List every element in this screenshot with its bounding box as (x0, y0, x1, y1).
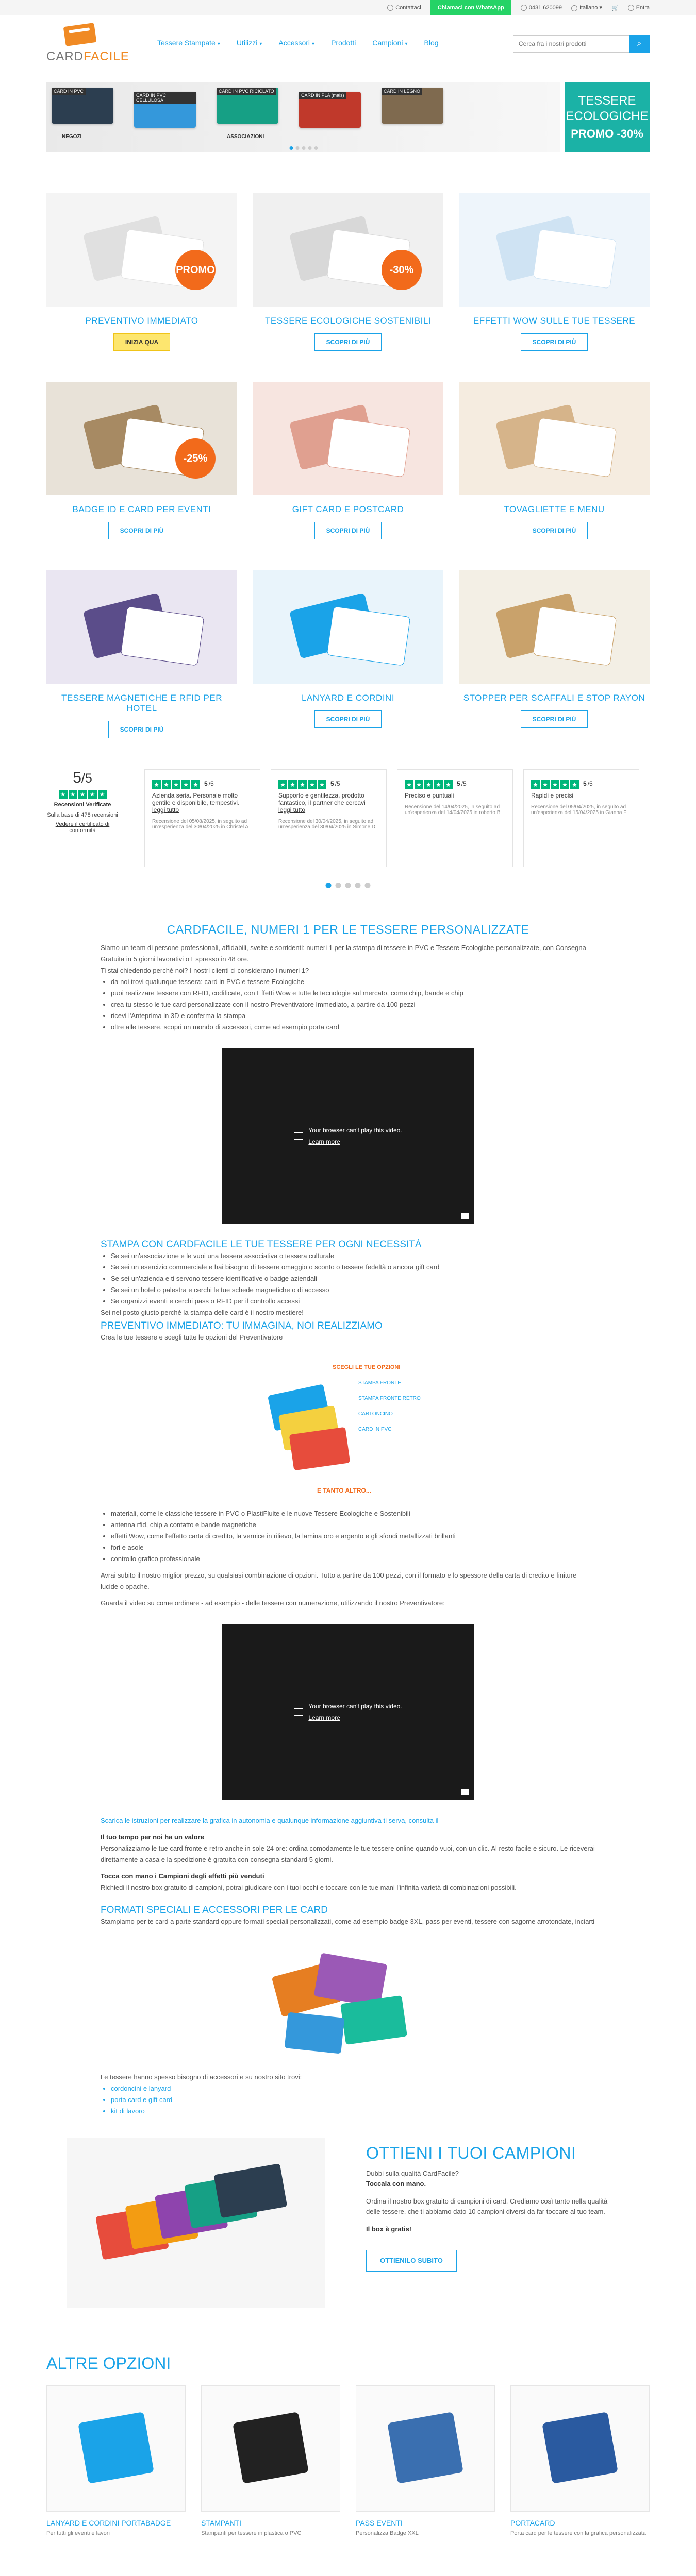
reviews-summary (46, 769, 119, 834)
banner-dot[interactable] (308, 146, 311, 150)
product-image[interactable] (253, 193, 443, 307)
option-card[interactable] (201, 2385, 340, 2536)
verified-badge: Recensioni Verificate (54, 802, 111, 808)
product-cta-button[interactable]: SCOPRI DI PIÙ (314, 710, 382, 728)
logo-card-icon (63, 23, 97, 46)
samples-paragraph: Ordina il nostro box gratuito di campioni di card. Crediamo così tanto nella qualità delle tessere, che ti abbiamo dato 10 campioni diversi da far toccare al tuo team. (366, 2197, 608, 2215)
product-card[interactable] (253, 382, 443, 570)
samples-free: Il box è gratis! (366, 2225, 412, 2233)
samples-title: OTTIENI I TUOI CAMPIONI (366, 2144, 576, 2162)
header (46, 15, 650, 82)
product-card[interactable] (459, 382, 650, 570)
star-rating (531, 780, 632, 789)
list-item: • fori e asole (111, 1542, 595, 1553)
product-card[interactable] (253, 570, 443, 759)
product-image[interactable] (46, 570, 237, 684)
samples-question-2: Toccala con mano. (366, 2180, 426, 2188)
star-rating (278, 780, 379, 789)
list-item[interactable]: • cordoncini e lanyard (111, 2083, 595, 2094)
chevron-down-icon: ▾ (259, 41, 262, 47)
option-card[interactable] (510, 2385, 650, 2536)
phone-icon (521, 5, 527, 11)
star-rating: ★ ★ ★ ★ ★ (46, 790, 119, 799)
banner-card (299, 92, 361, 128)
options-infographic (255, 1348, 441, 1503)
product-image[interactable] (253, 382, 443, 495)
review-dot[interactable] (365, 883, 371, 888)
nav-item-campioni[interactable] (372, 36, 407, 52)
price-text: Avrai subito il nostro miglior prezzo, su qualsiasi combinazione di opzioni. Tutto a partire da 100 pezzi, con il formato e lo spessore della carta di credito e finiture lucide o opache. (101, 1571, 577, 1590)
review-stars-of: /5 (461, 780, 467, 787)
review-meta: Recensione del 14/04/2025, in seguito ad un'esperienza del 14/04/2025 in roberto B (405, 804, 501, 816)
star-icon: ★ (541, 780, 550, 789)
option-image[interactable] (201, 2385, 340, 2512)
product-cta-button[interactable]: SCOPRI DI PIÙ (108, 522, 176, 539)
cart-icon[interactable]: 🛒 (611, 5, 619, 11)
star-rating (405, 780, 505, 789)
star-icon: ★ (560, 780, 569, 789)
banner-promo[interactable] (565, 82, 650, 152)
discount-badge: PROMO (175, 250, 216, 290)
option-title[interactable]: STAMPANTI (201, 2519, 242, 2527)
product-title[interactable]: LANYARD E CORDINI (301, 693, 395, 703)
nav-label: Utilizzi (236, 39, 258, 47)
video-error-text: Your browser can't play this video. (308, 1703, 402, 1710)
discount-badge: -25% (175, 438, 216, 479)
product-card[interactable] (46, 193, 237, 382)
search-button[interactable] (629, 35, 650, 53)
banner-dot[interactable] (314, 146, 318, 150)
infographic-heading: SCEGLI LE TUE OPZIONI (333, 1364, 401, 1370)
review-stars-of: /5 (335, 780, 340, 787)
product-cta-button[interactable]: SCOPRI DI PIÙ (521, 522, 588, 539)
product-image[interactable] (459, 193, 650, 307)
list-item: • puoi realizzare tessere con RFID, codificate, con Effetti Wow e tutte le tecnologie sul mercato, come chip, bande e chip (111, 988, 595, 999)
nav-label: Accessori (278, 39, 310, 47)
infographic-option: STAMPA FRONTE (358, 1380, 401, 1386)
list-item: • ricevi l'Anteprima in 3D e conferma la stampa (111, 1010, 595, 1022)
product-title[interactable]: TESSERE MAGNETICHE E RFID PER HOTEL (61, 693, 223, 713)
nav-item-tessere-stampate[interactable] (157, 36, 220, 52)
product-card[interactable] (46, 382, 237, 570)
product-image[interactable] (46, 382, 237, 495)
star-icon: ★ (415, 780, 423, 789)
banner-card (382, 88, 443, 124)
product-title[interactable]: BADGE ID E CARD PER EVENTI (72, 504, 211, 514)
banner-dot[interactable] (295, 146, 299, 150)
uses-list (111, 1250, 595, 1307)
review-read-more[interactable]: leggi tutto (278, 806, 306, 814)
star-icon: ★ (531, 780, 540, 789)
banner-sub-label: ASSOCIAZIONI (227, 134, 264, 140)
product-image[interactable] (459, 382, 650, 495)
content-title: CARDFACILE, NUMERI 1 PER LE TESSERE PERSONALIZZATE (167, 923, 529, 936)
list-item[interactable]: • porta card e gift card (111, 2094, 595, 2106)
samples-heading: Tocca con mano i Campioni degli effetti più venduti (101, 1872, 264, 1880)
star-icon: ★ (444, 780, 453, 789)
star-icon: ★ (288, 780, 297, 789)
list-item: • controllo grafico professionale (111, 1553, 595, 1565)
features-list (111, 976, 595, 1033)
list-item[interactable]: • kit di lavoro (111, 2106, 595, 2117)
video-logo-icon (461, 1213, 469, 1219)
reviews-dots (326, 883, 371, 888)
video-learn-more-link[interactable]: Learn more (308, 1714, 340, 1721)
star-icon: ★ (424, 780, 433, 789)
video-error-icon (294, 1708, 303, 1716)
product-card[interactable] (46, 570, 237, 759)
get-samples-button[interactable]: OTTIENILO SUBITO (366, 2250, 457, 2272)
review-stars-score: 5 (204, 780, 208, 787)
nav-item-blog[interactable] (424, 36, 439, 52)
accessories-list (111, 2083, 595, 2117)
intro-text-2: Ti stai chiedendo perché noi? I nostri clienti ci considerano i numeri 1? (101, 967, 309, 974)
video-logo-icon (461, 1789, 469, 1795)
product-cta-button[interactable]: INIZIA QUA (113, 333, 170, 351)
section-heading-quote: PREVENTIVO IMMEDIATO: TU IMMAGINA, NOI REALIZZIAMO (101, 1320, 383, 1331)
option-title[interactable]: LANYARD E CORDINI PORTABADGE (46, 2519, 171, 2527)
instructions-link[interactable]: Scarica le istruzioni per realizzare la grafica in autonomia e qualunque informazione aggiuntiva ti serva, consulta il (101, 1817, 439, 1824)
review-text: Azienda seria. Personale molto gentile e disponibile, tempestivi. (152, 792, 240, 806)
star-icon: ★ (570, 780, 579, 789)
product-cta-button[interactable]: SCOPRI DI PIÙ (108, 721, 176, 738)
review-stars-of: /5 (587, 780, 593, 787)
review-dot[interactable] (326, 883, 332, 888)
review-score: 5 (73, 769, 81, 786)
flag-icon (571, 5, 577, 11)
product-image[interactable] (46, 193, 237, 307)
time-heading: Il tuo tempo per noi ha un valore (101, 1833, 204, 1841)
quote-text: Crea le tue tessere e scegli tutte le opzioni del Preventivatore (101, 1333, 283, 1341)
option-card[interactable] (46, 2385, 186, 2536)
list-item: • Se sei un hotel o palestra e cerchi le tue schede magnetiche o di accesso (111, 1284, 595, 1296)
list-item: • Se organizzi eventi e cerchi pass o RFID per il controllo accessi (111, 1296, 595, 1307)
product-image[interactable] (253, 570, 443, 684)
banner-dot[interactable] (302, 146, 305, 150)
review-dot[interactable] (345, 883, 351, 888)
section-heading-uses: STAMPA CON CARDFACILE LE TUE TESSERE PER OGNI NECESSITÀ (101, 1239, 422, 1250)
banner-card (217, 88, 278, 124)
contacts-link[interactable]: Contattaci (387, 5, 421, 11)
star-icon: ★ (434, 780, 443, 789)
banner-card (52, 88, 113, 124)
nav-item-utilizzi[interactable] (237, 36, 262, 52)
option-image[interactable] (46, 2385, 186, 2512)
banner-dot[interactable] (289, 146, 293, 150)
list-item: • Se sei un'associazione e le vuoi una tessera associativa o tessera culturale (111, 1250, 595, 1262)
star-icon: ★ (181, 780, 190, 789)
list-item: • materiali, come le classiche tessere in PVC o PlastiFluite e le nuove Tessere Ecologiche e Sostenibili (111, 1508, 595, 1519)
video-player-2[interactable] (222, 1624, 474, 1800)
options-list (111, 1508, 595, 1565)
review-meta: Recensione del 05/04/2025, in seguito ad un'esperienza del 15/04/2025 in Gianna F (531, 804, 627, 816)
product-image[interactable] (459, 570, 650, 684)
samples-image (67, 2138, 325, 2308)
reviews-carousel (46, 769, 650, 913)
product-card[interactable] (459, 193, 650, 382)
review-stars-score: 5 (583, 780, 587, 787)
list-item: • da noi trovi qualunque tessera: card in PVC e tessere Ecologiche (111, 976, 595, 988)
banner-card-label: CARD IN PVC (52, 88, 86, 95)
nav-label: Campioni (372, 39, 403, 47)
product-title[interactable]: TESSERE ECOLOGICHE SOSTENIBILI (264, 316, 432, 326)
search-bar (513, 35, 650, 53)
infographic-option: CARD IN PVC (358, 1427, 392, 1432)
option-desc: Personalizza Badge XXL (356, 2530, 419, 2536)
banner-card-label: CARD IN PLA (mais) (299, 92, 346, 99)
product-title[interactable]: TOVAGLIETTE E MENU (504, 504, 605, 514)
star-icon: ★ (298, 780, 307, 789)
infographic-more: E TANTO ALTRO... (317, 1487, 371, 1494)
banner-card-label: CARD IN PVC CELLULOSA (134, 92, 196, 104)
phone-link[interactable]: 0431 620099 (521, 5, 562, 11)
logo-text-b: FACILE (84, 49, 129, 63)
banner-dots (289, 146, 318, 150)
banner-card-label: CARD IN LEGNO (382, 88, 422, 95)
product-title[interactable]: EFFETTI WOW SULLE TUE TESSERE (473, 316, 636, 326)
product-grid (46, 193, 650, 759)
review-card (397, 769, 513, 867)
banner-card (134, 92, 196, 128)
logo[interactable] (46, 25, 139, 64)
star-icon: ★ (405, 780, 413, 789)
formats-text: Stampiamo per te card a parte standard oppure formati speciali personalizzati, come ad esempio badge 3XL, pass per eventi, tessere con sagome arrotondate, inciarti (101, 1918, 595, 1925)
review-read-more[interactable]: leggi tutto (152, 806, 179, 814)
option-title[interactable]: PORTACARD (510, 2519, 555, 2527)
logo-text-a: CARD (46, 49, 84, 63)
review-meta: Recensione del 05/08/2025, in seguito ad un'esperienza del 30/04/2025 in Christel A (152, 819, 249, 830)
other-options (46, 2354, 650, 2536)
star-icon: ★ (191, 780, 200, 789)
banner-card-label: CARD IN PVC RICICLATO (217, 88, 276, 95)
review-meta: Recensione del 30/04/2025, in seguito ad un'esperienza del 30/04/2025 in Simone D (278, 819, 376, 830)
star-icon: ★ (162, 780, 171, 789)
banner-cards (46, 82, 560, 152)
promo-title: TESSERE ECOLOGICHE (566, 93, 649, 123)
video-intro-text: Guarda il video su come ordinare - ad esempio - delle tessere con numerazione, utilizzando il nostro Preventivatore: (101, 1599, 445, 1607)
product-cta-button[interactable]: SCOPRI DI PIÙ (521, 333, 588, 351)
star-icon: ★ (318, 780, 326, 789)
video-player[interactable] (222, 1048, 474, 1224)
star-icon: ★ (172, 780, 180, 789)
list-item: • effetti Wow, come l'effetto carta di credito, la vernice in rilievo, la lamina oro e argento e gli sfondi metallizzati brillanti (111, 1531, 595, 1542)
star-icon: ★ (551, 780, 559, 789)
search-input[interactable] (513, 35, 629, 53)
accessories-text: Le tessere hanno spesso bisogno di accessori e su nostro sito trovi: (101, 2073, 302, 2081)
search-icon: ⌕ (637, 39, 642, 48)
review-text: Rapidi e precisi (531, 792, 574, 799)
chevron-down-icon: ▾ (217, 41, 220, 47)
review-stars-score: 5 (457, 780, 460, 787)
list-item: • antenna rfid, chip a contatto e bande magnetiche (111, 1519, 595, 1531)
option-image[interactable] (356, 2385, 495, 2512)
star-icon: ★ (152, 780, 161, 789)
intro-text: Siamo un team di persone professionali, affidabili, svelte e sorridenti: numeri 1 per la stampa di tessere in PVC e Tessere Ecologiche personalizzate, con Consegna Gratuita in 5 giorni lavorativi o Espresso in 48 ore. (101, 944, 586, 963)
whatsapp-button[interactable]: Chiamaci con WhatsApp (430, 0, 511, 15)
product-card[interactable] (253, 193, 443, 382)
samples-section (46, 2138, 650, 2344)
product-title[interactable]: PREVENTIVO IMMEDIATO (85, 316, 198, 326)
nav-item-accessori[interactable] (278, 36, 314, 52)
user-icon (628, 5, 634, 11)
star-rating (152, 780, 253, 789)
mail-icon (387, 5, 393, 11)
nav-label: Prodotti (331, 39, 356, 47)
product-cta-button[interactable]: SCOPRI DI PIÙ (314, 522, 382, 539)
review-score-of: /5 (81, 771, 92, 786)
samples-text-block (366, 2144, 614, 2272)
chevron-down-icon: ▾ (312, 41, 315, 47)
section-heading-formats: FORMATI SPECIALI E ACCESSORI PER LE CARD (101, 1905, 328, 1916)
product-card[interactable] (459, 570, 650, 759)
nav-item-prodotti[interactable] (331, 36, 356, 52)
top-bar (0, 0, 696, 15)
infographic-option: STAMPA FRONTE RETRO (358, 1396, 421, 1401)
option-title[interactable]: PASS EVENTI (356, 2519, 403, 2527)
option-desc: Per tutti gli eventi e lavori (46, 2530, 110, 2536)
option-desc: Porta card per le tessere con la grafica personalizzata (510, 2530, 646, 2536)
time-text: Personalizziamo le tue card fronte e retro anche in sole 24 ore: ordina comodamente le tue tessere online quando vuoi, con un clic. Al resto facile e sicuro. Le riceverai direttamente a casa e la spedizione è gratuita con consegna standard 5 giorni. (101, 1844, 595, 1863)
product-title[interactable]: GIFT CARD E POSTCARD (292, 504, 404, 514)
video-learn-more-link[interactable]: Learn more (308, 1138, 340, 1145)
option-desc: Stampanti per tessere in plastica o PVC (201, 2530, 302, 2536)
samples-question: Dubbi sulla qualità CardFacile? (366, 2170, 459, 2177)
review-text: Preciso e puntuali (405, 792, 454, 799)
option-image[interactable] (510, 2385, 650, 2512)
samples-text: Richiedi il nostro box gratuito di campioni, potrai giudicare con i tuoi occhi e toccare con le tue mani l'infinita varietà di combinazioni possibili. (101, 1884, 517, 1891)
star-icon: ★ (278, 780, 287, 789)
certificate-link[interactable]: Vedere il certificato di conformità (55, 821, 110, 834)
product-title[interactable]: STOPPER PER SCAFFALI E STOP RAYON (463, 693, 645, 703)
nav-label: Blog (424, 39, 439, 47)
language-select[interactable]: Italiano ▾ (571, 4, 602, 11)
list-item: • crea tu stesso le tue card personalizzate con il nostro Preventivatore Immediato, a partire da 100 pezzi (111, 999, 595, 1010)
review-card (271, 769, 387, 867)
infographic-option: CARTONCINO (358, 1411, 393, 1417)
list-item: • Se sei un esercizio commerciale e hai bisogno di tessere omaggio o sconto o tessere fedeltà o ancora gift card (111, 1262, 595, 1273)
chevron-down-icon: ▾ (405, 41, 408, 47)
uses-conclusion: Sei nel posto giusto perché la stampa delle card è il nostro mestiere! (101, 1309, 304, 1316)
star-icon: ★ (308, 780, 317, 789)
review-stars-of: /5 (208, 780, 214, 787)
login-link[interactable]: Entra (628, 5, 650, 11)
review-text: Supporto e gentilezza, prodotto fantastico, il partner che cercavi (278, 792, 366, 806)
list-item: • oltre alle tessere, scopri un mondo di accessori, come ad esempio porta card (111, 1022, 595, 1033)
banner-sub-label: NEGOZI (62, 134, 82, 140)
list-item: • Se sei un'azienda e ti servono tessere identificative o badge aziendali (111, 1273, 595, 1284)
review-count: Sulla base di 478 recensioni (47, 812, 118, 818)
review-dot[interactable] (336, 883, 341, 888)
other-options-title: ALTRE OPZIONI (46, 2354, 171, 2372)
seo-content (101, 924, 595, 2117)
discount-badge: -30% (382, 250, 422, 290)
nav-label: Tessere Stampate (157, 39, 216, 47)
main-nav (157, 36, 528, 52)
video-error-text: Your browser can't play this video. (308, 1127, 402, 1134)
video-error-icon (294, 1132, 303, 1140)
review-dot[interactable] (355, 883, 361, 888)
formats-image (255, 1938, 441, 2061)
product-cta-button[interactable]: SCOPRI DI PIÙ (521, 710, 588, 728)
hero-banner[interactable] (46, 82, 650, 152)
promo-discount: PROMO -30% (571, 127, 643, 140)
review-card (523, 769, 639, 867)
option-card[interactable] (356, 2385, 495, 2536)
review-stars-score: 5 (330, 780, 334, 787)
review-card (144, 769, 260, 867)
product-cta-button[interactable]: SCOPRI DI PIÙ (314, 333, 382, 351)
